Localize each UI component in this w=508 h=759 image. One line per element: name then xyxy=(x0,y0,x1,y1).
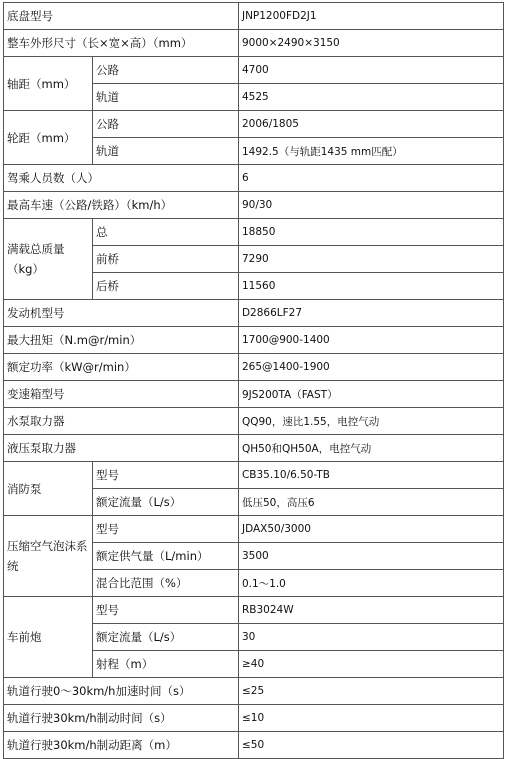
table-row xyxy=(4,3,504,30)
row-value: 18850 xyxy=(238,219,503,246)
row-value: CB35.10/6.50-TB xyxy=(238,462,503,489)
row-value: ≤50 xyxy=(238,732,503,759)
spec-table xyxy=(3,2,504,759)
row-value: D2866LF27 xyxy=(238,300,503,327)
sub-label: 后桥 xyxy=(93,273,239,300)
row-label: 变速箱型号 xyxy=(4,381,239,408)
row-value: 低压50，高压6 xyxy=(238,489,503,516)
row-label: 最高车速（公路/铁路）（km/h） xyxy=(4,192,239,219)
row-value: QQ90，速比1.55，电控气动 xyxy=(238,408,503,435)
row-value: QH50和QH50A，电控气动 xyxy=(238,435,503,462)
table-row xyxy=(4,219,504,246)
sub-label: 公路 xyxy=(93,111,239,138)
group-label: 轴距（mm） xyxy=(4,57,93,111)
table-row xyxy=(4,435,504,462)
row-value: JNP1200FD2J1 xyxy=(238,3,503,30)
table-row xyxy=(4,111,504,138)
table-row xyxy=(4,705,504,732)
sub-label: 公路 xyxy=(93,57,239,84)
row-value: ≤25 xyxy=(238,678,503,705)
table-row xyxy=(4,192,504,219)
row-value: 0.1～1.0 xyxy=(238,570,503,597)
row-value: 6 xyxy=(238,165,503,192)
row-label: 底盘型号 xyxy=(4,3,239,30)
group-label: 轮距（mm） xyxy=(4,111,93,165)
sub-label: 额定供气量（L/min） xyxy=(93,543,239,570)
sub-label: 混合比范围（%） xyxy=(93,570,239,597)
row-value: 11560 xyxy=(238,273,503,300)
row-value: ≥40 xyxy=(238,651,503,678)
row-label: 轨道行驶30km/h制动时间（s） xyxy=(4,705,239,732)
sub-label: 轨道 xyxy=(93,138,239,165)
row-value: 9000×2490×3150 xyxy=(238,30,503,57)
table-row xyxy=(4,354,504,381)
row-label: 整车外形尺寸（长×宽×高）（mm） xyxy=(4,30,239,57)
table-row xyxy=(4,57,504,84)
row-value: JDAX50/3000 xyxy=(238,516,503,543)
sub-label: 型号 xyxy=(93,516,239,543)
row-label: 轨道行驶30km/h制动距离（m） xyxy=(4,732,239,759)
group-label: 压缩空气泡沫系统 xyxy=(4,516,93,597)
table-row xyxy=(4,381,504,408)
table-row xyxy=(4,408,504,435)
row-value: 3500 xyxy=(238,543,503,570)
sub-label: 射程（m） xyxy=(93,651,239,678)
row-label: 额定功率（kW@r/min） xyxy=(4,354,239,381)
group-label: 满载总质量（kg） xyxy=(4,219,93,300)
table-row xyxy=(4,327,504,354)
row-value: RB3024W xyxy=(238,597,503,624)
table-row xyxy=(4,30,504,57)
sub-label: 额定流量（L/s） xyxy=(93,624,239,651)
table-row xyxy=(4,678,504,705)
group-label: 车前炮 xyxy=(4,597,93,678)
row-value: 7290 xyxy=(238,246,503,273)
row-value: 1700@900-1400 xyxy=(238,327,503,354)
row-label: 轨道行驶0～30km/h加速时间（s） xyxy=(4,678,239,705)
sub-label: 型号 xyxy=(93,597,239,624)
row-label: 液压泵取力器 xyxy=(4,435,239,462)
row-value: 9JS200TA（FAST） xyxy=(238,381,503,408)
row-value: 4700 xyxy=(238,57,503,84)
group-label: 消防泵 xyxy=(4,462,93,516)
sub-label: 额定流量（L/s） xyxy=(93,489,239,516)
table-row xyxy=(4,597,504,624)
table-row xyxy=(4,165,504,192)
sub-label: 前桥 xyxy=(93,246,239,273)
table-row xyxy=(4,300,504,327)
row-value: 1492.5（与轨距1435 mm匹配） xyxy=(238,138,503,165)
row-value: 265@1400-1900 xyxy=(238,354,503,381)
table-row xyxy=(4,516,504,543)
row-value: 90/30 xyxy=(238,192,503,219)
row-label: 水泵取力器 xyxy=(4,408,239,435)
row-value: ≤10 xyxy=(238,705,503,732)
sub-label: 型号 xyxy=(93,462,239,489)
sub-label: 总 xyxy=(93,219,239,246)
row-value: 4525 xyxy=(238,84,503,111)
sub-label: 轨道 xyxy=(93,84,239,111)
row-label: 发动机型号 xyxy=(4,300,239,327)
row-label: 最大扭矩（N.m@r/min） xyxy=(4,327,239,354)
row-value: 30 xyxy=(238,624,503,651)
table-row xyxy=(4,462,504,489)
row-value: 2006/1805 xyxy=(238,111,503,138)
row-label: 驾乘人员数（人） xyxy=(4,165,239,192)
table-row xyxy=(4,732,504,759)
